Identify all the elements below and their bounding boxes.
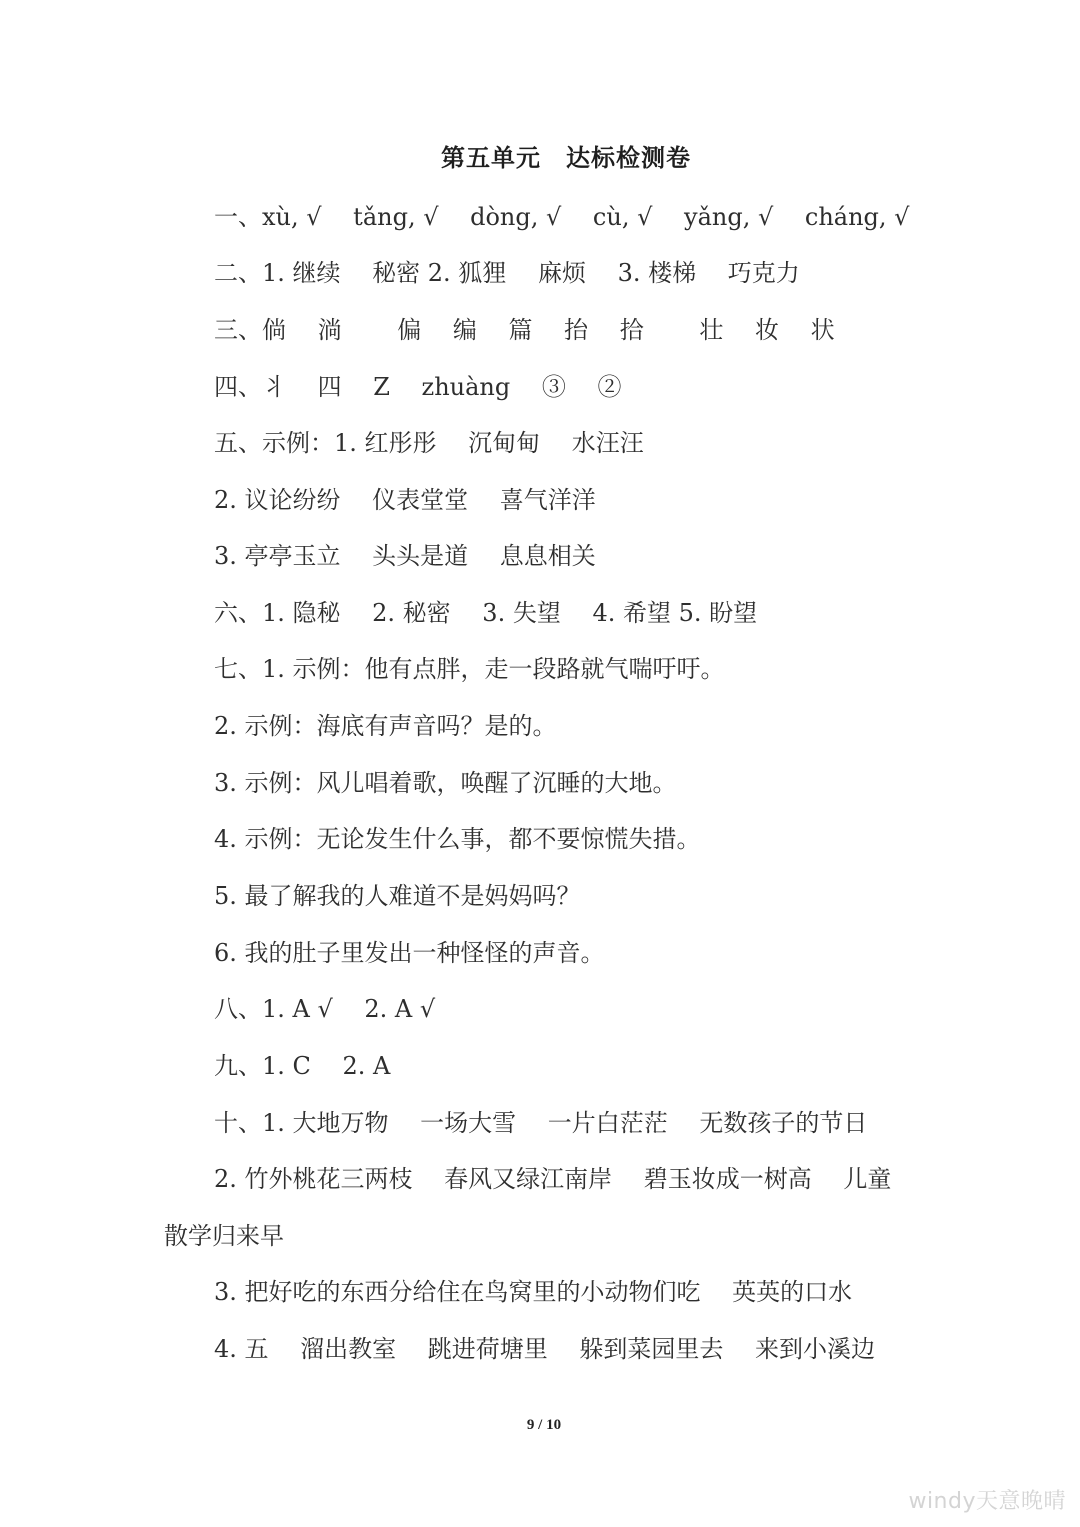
answer-line: 一、xù, √ tǎng, √ dòng, √ cù, √ yǎng, √ cháng, √ — [214, 203, 910, 231]
answer-line: 3. 示例：风儿唱着歌，唤醒了沉睡的大地。 — [214, 769, 677, 797]
answer-line: 十、1. 大地万物 一场大雪 一片白茫茫 无数孩子的节日 — [214, 1109, 868, 1137]
answer-line: 六、1. 隐秘 2. 秘密 3. 失望 4. 希望 5. 盼望 — [214, 599, 758, 627]
answer-line: 八、1. A √ 2. A √ — [214, 995, 436, 1023]
page-title: 第五单元 达标检测卷 — [441, 144, 691, 172]
answer-line: 二、1. 继续 秘密 2. 狐狸 麻烦 3. 楼梯 巧克力 — [214, 259, 800, 287]
answer-line: 6. 我的肚子里发出一种怪怪的声音。 — [214, 939, 605, 967]
answer-line: 三、倘 淌 偏 编 篇 抬 拾 壮 妆 状 — [214, 316, 835, 344]
answer-line: 2. 竹外桃花三两枝 春风又绿江南岸 碧玉妆成一树高 儿童 — [214, 1165, 892, 1193]
answer-line: 5. 最了解我的人难道不是妈妈吗？ — [214, 882, 581, 910]
answer-line: 3. 把好吃的东西分给住在鸟窝里的小动物们吃 英英的口水 — [214, 1278, 853, 1306]
answer-line: 散学归来早 — [164, 1222, 284, 1250]
answer-line: 4. 五 溜出教室 跳进荷塘里 躲到菜园里去 来到小溪边 — [214, 1335, 876, 1363]
answer-line: 4. 示例：无论发生什么事，都不要惊慌失措。 — [214, 825, 701, 853]
answer-line: 七、1. 示例：他有点胖，走一段路就气喘吁吁。 — [214, 655, 725, 683]
answer-line: 五、示例：1. 红彤彤 沉甸甸 水汪汪 — [214, 429, 644, 457]
page-number: 9 / 10 — [526, 1417, 562, 1433]
answer-line: 四、丬 四 Z zhuàng ③ ② — [214, 373, 622, 401]
answer-line: 2. 示例：海底有声音吗？是的。 — [214, 712, 557, 740]
answer-line: 2. 议论纷纷 仪表堂堂 喜气洋洋 — [214, 486, 596, 514]
answer-line: 3. 亭亭玉立 头头是道 息息相关 — [214, 542, 596, 570]
watermark: windy天意晚晴 — [908, 1489, 1066, 1514]
answer-line: 九、1. C 2. A — [214, 1052, 391, 1080]
